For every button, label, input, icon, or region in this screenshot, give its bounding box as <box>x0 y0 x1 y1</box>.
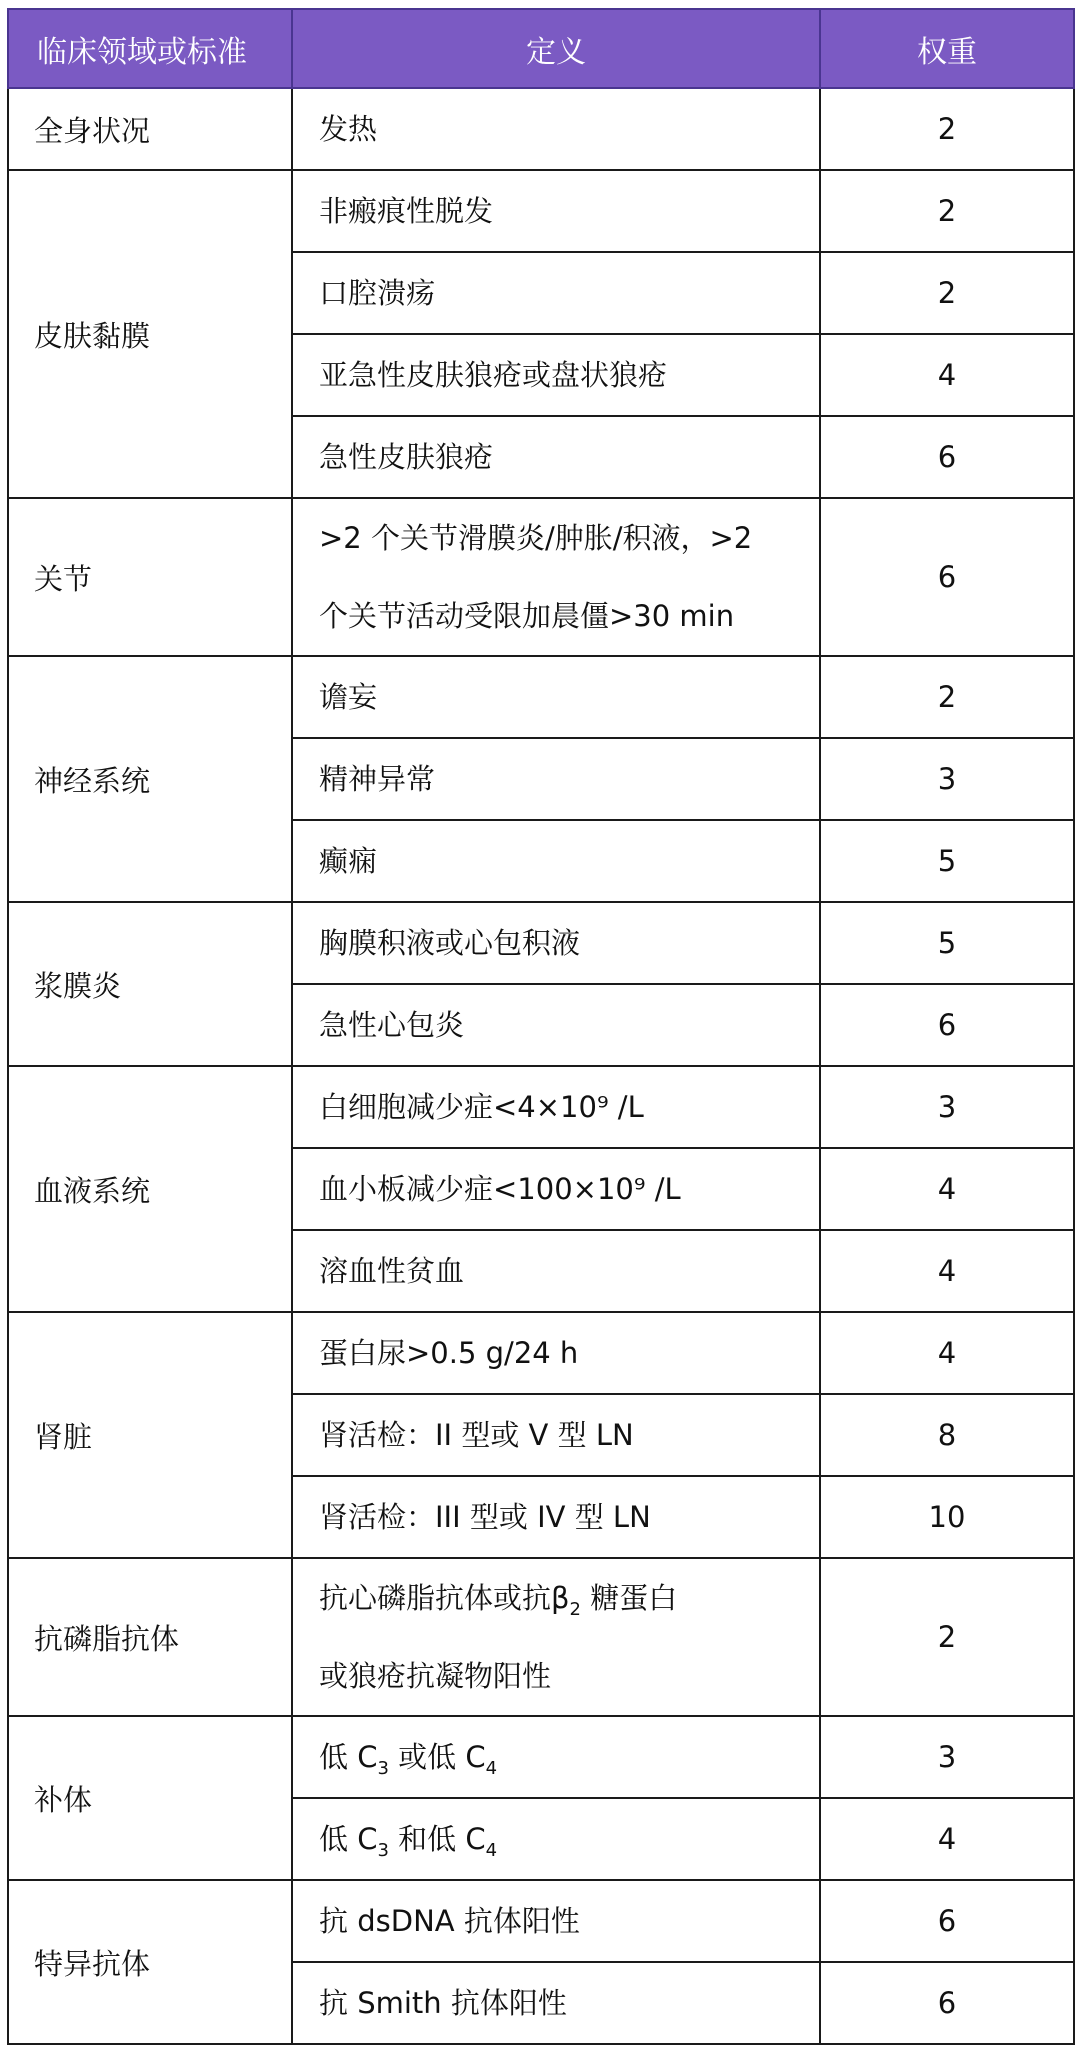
weight-cell: 2 <box>820 252 1074 334</box>
table-row <box>8 902 1074 984</box>
subscript: 3 <box>377 1757 389 1779</box>
domain-cell: 关节 <box>8 498 292 656</box>
column-header-domain: 临床领域或标准 <box>8 9 292 88</box>
weight-cell: 5 <box>820 820 1074 902</box>
domain-cell: 血液系统 <box>8 1066 292 1312</box>
weight-cell: 2 <box>820 170 1074 252</box>
weight-cell: 4 <box>820 1312 1074 1394</box>
weight-cell: 6 <box>820 416 1074 498</box>
column-header-weight: 权重 <box>820 9 1074 88</box>
domain-cell: 皮肤黏膜 <box>8 170 292 498</box>
definition-cell: 抗 dsDNA 抗体阳性 <box>292 1880 820 1962</box>
definition-cell: 急性心包炎 <box>292 984 820 1066</box>
criteria-table <box>7 8 1075 2045</box>
definition-cell: 肾活检：II 型或 V 型 LN <box>292 1394 820 1476</box>
definition-cell: 白细胞减少症<4×10⁹ /L <box>292 1066 820 1148</box>
domain-cell: 浆膜炎 <box>8 902 292 1066</box>
weight-cell: 2 <box>820 656 1074 738</box>
subscript: 4 <box>485 1757 498 1779</box>
definition-cell: 血小板减少症<100×10⁹ /L <box>292 1148 820 1230</box>
definition-cell: 非瘢痕性脱发 <box>292 170 820 252</box>
weight-cell: 5 <box>820 902 1074 984</box>
definition-text: 糖蛋白 <box>590 1581 678 1615</box>
table-row <box>8 170 1074 252</box>
definition-cell: 口腔溃疡 <box>292 252 820 334</box>
definition-cell: 谵妄 <box>292 656 820 738</box>
definition-cell: 胸膜积液或心包积液 <box>292 902 820 984</box>
definition-cell <box>292 1798 820 1880</box>
definition-text: 和低 C <box>398 1822 486 1856</box>
table-row <box>8 1312 1074 1394</box>
definition-cell: 肾活检：III 型或 IV 型 LN <box>292 1476 820 1558</box>
weight-cell: 6 <box>820 498 1074 656</box>
domain-cell: 肾脏 <box>8 1312 292 1558</box>
definition-line: >2 个关节滑膜炎/肿胀/积液，>2 <box>319 521 753 555</box>
table-row <box>8 1558 1074 1716</box>
definition-text: 或低 C <box>398 1740 486 1774</box>
definition-cell: 蛋白尿>0.5 g/24 h <box>292 1312 820 1394</box>
definition-cell: 癫痫 <box>292 820 820 902</box>
definition-line: 或狼疮抗凝物阳性 <box>319 1659 552 1693</box>
table-row <box>8 1716 1074 1798</box>
weight-cell: 4 <box>820 1798 1074 1880</box>
weight-cell: 4 <box>820 1230 1074 1312</box>
column-header-definition: 定义 <box>292 9 820 88</box>
domain-cell: 补体 <box>8 1716 292 1880</box>
weight-cell: 3 <box>820 738 1074 820</box>
definition-cell <box>292 498 820 656</box>
table-row <box>8 498 1074 656</box>
definition-text: 抗心磷脂抗体或抗β <box>319 1581 570 1615</box>
definition-cell: 溶血性贫血 <box>292 1230 820 1312</box>
weight-cell: 4 <box>820 1148 1074 1230</box>
weight-cell: 8 <box>820 1394 1074 1476</box>
domain-cell: 特异抗体 <box>8 1880 292 2044</box>
subscript: 4 <box>485 1839 498 1861</box>
definition-cell <box>292 1716 820 1798</box>
weight-cell: 2 <box>820 88 1074 170</box>
subscript: 3 <box>377 1839 389 1861</box>
definition-cell <box>292 1558 820 1716</box>
definition-text: 低 C <box>319 1822 378 1856</box>
weight-cell: 2 <box>820 1558 1074 1716</box>
definition-cell: 精神异常 <box>292 738 820 820</box>
table-row <box>8 1880 1074 1962</box>
domain-cell: 抗磷脂抗体 <box>8 1558 292 1716</box>
table-header-row <box>8 9 1074 88</box>
definition-cell: 抗 Smith 抗体阳性 <box>292 1962 820 2044</box>
domain-cell: 全身状况 <box>8 88 292 170</box>
weight-cell: 6 <box>820 1880 1074 1962</box>
weight-cell: 6 <box>820 984 1074 1066</box>
table-row <box>8 656 1074 738</box>
weight-cell: 4 <box>820 334 1074 416</box>
definition-text: 低 C <box>319 1740 378 1774</box>
subscript: 2 <box>569 1598 581 1620</box>
table-row <box>8 88 1074 170</box>
weight-cell: 3 <box>820 1066 1074 1148</box>
definition-cell: 发热 <box>292 88 820 170</box>
table-row <box>8 1066 1074 1148</box>
weight-cell: 3 <box>820 1716 1074 1798</box>
domain-cell: 神经系统 <box>8 656 292 902</box>
weight-cell: 10 <box>820 1476 1074 1558</box>
definition-line: 个关节活动受限加晨僵>30 min <box>319 599 735 633</box>
definition-cell: 急性皮肤狼疮 <box>292 416 820 498</box>
definition-cell: 亚急性皮肤狼疮或盘状狼疮 <box>292 334 820 416</box>
weight-cell: 6 <box>820 1962 1074 2044</box>
